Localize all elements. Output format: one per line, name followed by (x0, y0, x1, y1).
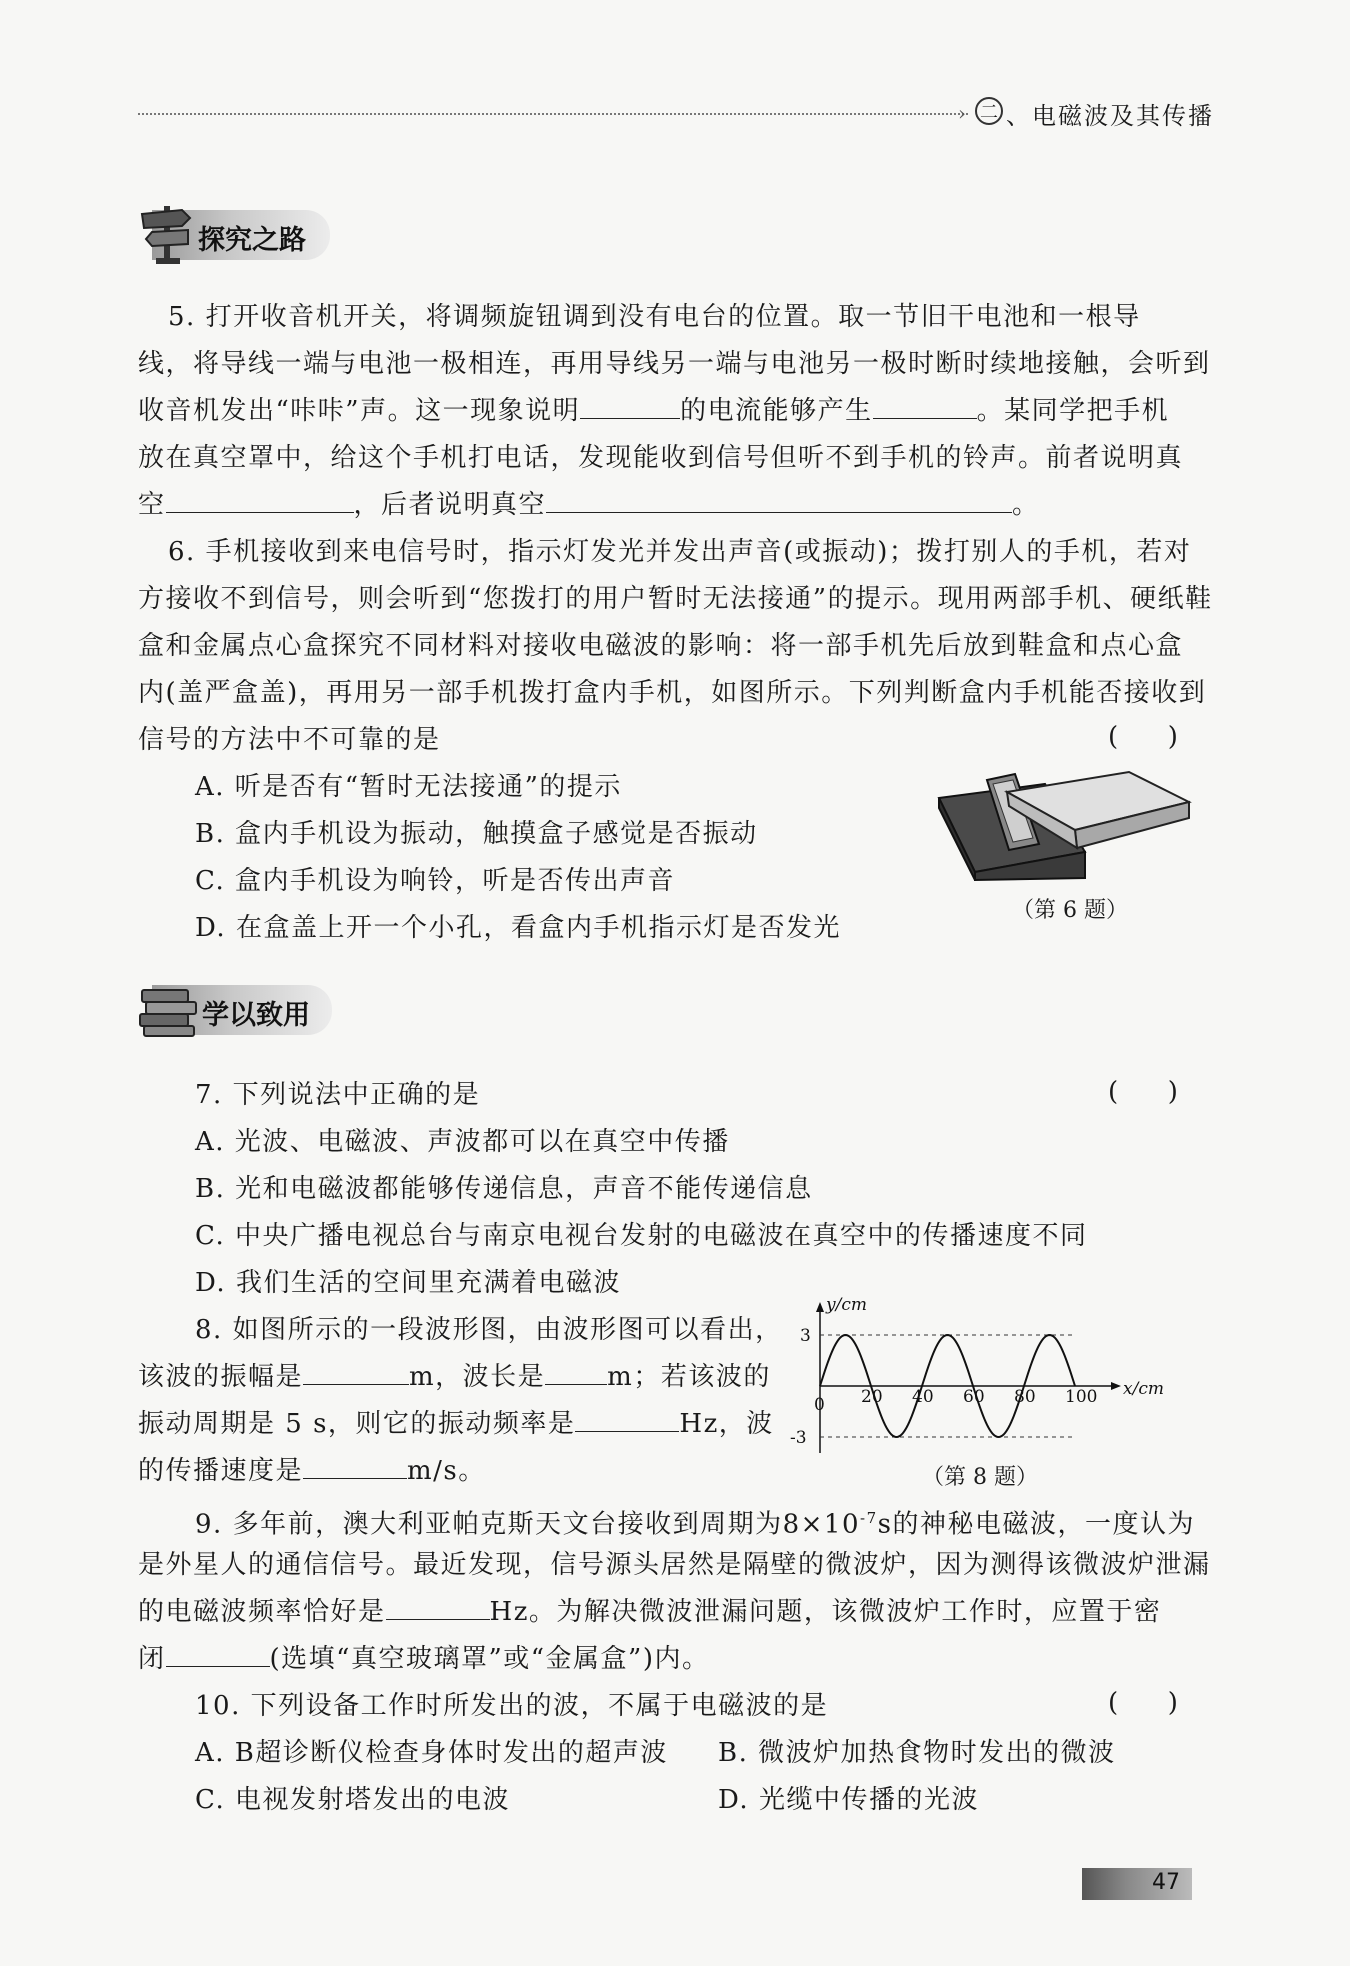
q9-line-4-b: (选填“真空玻璃罩”或“金属盒”)内。 (269, 1644, 710, 1674)
q8-line-4-a: 的传播速度是 (138, 1456, 304, 1486)
q8-line-4 (138, 1453, 486, 1489)
page-number-tab (1082, 1868, 1192, 1900)
q8-line-2 (138, 1359, 771, 1395)
q8-line-2-a: 该波的振幅是 (138, 1362, 304, 1392)
q9-period-exponent: -7 (860, 1509, 878, 1527)
q10-option-c: C. 电视发射塔发出的电波 (195, 1785, 510, 1815)
q8-figure-caption: （第 8 题） (922, 1465, 1038, 1490)
y-axis-label: y/cm (826, 1296, 867, 1315)
q9-line-4-a: 闭 (138, 1644, 166, 1674)
q8-line-3-b: Hz，波 (679, 1409, 774, 1439)
y-tick-label-top: 3 (800, 1326, 811, 1346)
q9-blank-1 (386, 1597, 490, 1620)
q9-line-4 (138, 1641, 709, 1677)
q9-blank-2 (166, 1644, 270, 1667)
box-phone-illustration (935, 760, 1195, 882)
page-number: 47 (1152, 1870, 1180, 1895)
q8-line-2-c: m；若该波的 (607, 1362, 771, 1392)
q5-line-5-b: ，后者说明真空 (353, 490, 547, 520)
q5-line-3-b: 的电流能够产生 (680, 396, 873, 426)
q8-line-2-b: m，波长是 (409, 1362, 546, 1392)
q6-line-1: 6. 手机接收到来电信号时，指示灯发光并发出声音(或振动)；拨打别人的手机，若对 (168, 537, 1192, 567)
q7-option-a: A. 光波、电磁波、声波都可以在真空中传播 (195, 1127, 730, 1157)
section-title-explore: 探究之路 (198, 225, 306, 256)
x-axis-label: x/cm (1123, 1379, 1164, 1399)
section-title-apply: 学以致用 (202, 1000, 310, 1031)
signpost-icon (138, 200, 200, 266)
q8-blank-1 (303, 1362, 409, 1385)
q7-option-d: D. 我们生活的空间里充满着电磁波 (195, 1268, 621, 1298)
q6-answer-parens: ( ) (1108, 722, 1178, 752)
q7-answer-parens: ( ) (1108, 1077, 1178, 1107)
header-rule (138, 113, 968, 115)
x-tick-label-80: 80 (1014, 1387, 1036, 1407)
q9-period-base: 8×10 (782, 1509, 860, 1540)
q9-line-1-a: 9. 多年前，澳大利亚帕克斯天文台接收到周期为 (195, 1509, 783, 1540)
q6-option-a: A. 听是否有“暂时无法接通”的提示 (195, 772, 622, 802)
q6-figure-caption: （第 6 题） (1012, 898, 1128, 923)
q10-answer-parens: ( ) (1108, 1688, 1178, 1718)
q5-line-1: 5. 打开收音机开关，将调频旋钮调到没有电台的位置。取一节旧干电池和一根导 (168, 302, 1141, 332)
arrow-right-icon: › (958, 101, 966, 125)
q5-line-3-c: 。某同学把手机 (976, 396, 1170, 426)
x-axis-arrow (1111, 1382, 1121, 1390)
q8-blank-3 (575, 1409, 679, 1432)
q5-line-5 (138, 487, 1040, 523)
header-title: 、电磁波及其传播 (1006, 102, 1214, 130)
q9-line-3-a: 的电磁波频率恰好是 (138, 1597, 386, 1627)
q5-line-5-a: 空 (138, 490, 166, 520)
q8-blank-4 (303, 1456, 407, 1479)
q8-line-3 (138, 1406, 774, 1442)
q10-stem: 10. 下列设备工作时所发出的波，不属于电磁波的是 (195, 1691, 829, 1721)
x-tick-label-20: 20 (861, 1387, 883, 1407)
y-tick-label-bottom: -3 (790, 1428, 807, 1448)
q5-line-3-a: 收音机发出“咔咔”声。这一现象说明 (138, 396, 581, 426)
q6-line-2: 方接收不到信号，则会听到“您拨打的用户暂时无法接通”的提示。现用两部手机、硬纸鞋 (138, 584, 1213, 614)
q6-option-d: D. 在盒盖上开一个小孔，看盒内手机指示灯是否发光 (195, 913, 841, 943)
q8-blank-2 (545, 1362, 607, 1385)
x-tick-label-100: 100 (1065, 1387, 1098, 1407)
y-axis-arrow (816, 1302, 824, 1312)
q9-line-3-b: Hz。为解决微波泄漏问题，该微波炉工作时，应置于密 (489, 1597, 1162, 1627)
origin-label: 0 (814, 1395, 825, 1415)
q7-option-b: B. 光和电磁波都能够传递信息，声音不能传递信息 (195, 1174, 813, 1204)
chapter-circle-char: 二 (980, 102, 998, 123)
q7-stem: 7. 下列说法中正确的是 (195, 1080, 481, 1110)
q7-option-c: C. 中央广播电视总台与南京电视台发射的电磁波在真空中的传播速度不同 (195, 1221, 1088, 1251)
x-tick-label-40: 40 (912, 1387, 934, 1407)
q6-line-5: 信号的方法中不可靠的是 (138, 725, 441, 755)
q8-line-3-a: 振动周期是 5 s，则它的振动频率是 (138, 1409, 576, 1439)
wave-chart (780, 1296, 1200, 1456)
q9-line-1 (195, 1500, 1195, 1543)
chapter-circle (975, 97, 1003, 125)
q8-line-4-b: m/s。 (407, 1456, 486, 1486)
q5-line-5-c: 。 (1012, 490, 1040, 520)
q5-blank-2 (873, 396, 977, 419)
q5-line-2: 线，将导线一端与电池一极相连，再用导线另一端与电池另一极时断时续地接触，会听到 (138, 349, 1211, 379)
x-tick-label-60: 60 (963, 1387, 985, 1407)
q5-blank-4 (546, 490, 1012, 513)
q9-line-3 (138, 1594, 1161, 1630)
q6-option-c: C. 盒内手机设为响铃，听是否传出声音 (195, 866, 675, 896)
q9-line-1-d: s的神秘电磁波，一度认为 (877, 1509, 1195, 1540)
q9-line-2: 是外星人的通信信号。最近发现，信号源头居然是隔壁的微波炉，因为测得该微波炉泄漏 (138, 1550, 1211, 1580)
q10-option-a: A. B超诊断仪检查身体时发出的超声波 (195, 1738, 668, 1768)
q8-line-1: 8. 如图所示的一段波形图，由波形图可以看出， (195, 1315, 783, 1345)
q10-option-d: D. 光缆中传播的光波 (718, 1785, 979, 1815)
q5-line-4: 放在真空罩中，给这个手机打电话，发现能收到信号但听不到手机的铃声。前者说明真 (138, 443, 1184, 473)
q6-option-b: B. 盒内手机设为振动，触摸盒子感觉是否振动 (195, 819, 758, 849)
q10-option-b: B. 微波炉加热食物时发出的微波 (718, 1738, 1116, 1768)
q5-line-3 (138, 393, 1169, 429)
q6-line-3: 盒和金属点心盒探究不同材料对接收电磁波的影响：将一部手机先后放到鞋盒和点心盒 (138, 631, 1184, 661)
q5-blank-1 (580, 396, 680, 419)
q5-blank-3 (166, 490, 354, 513)
books-icon (136, 980, 200, 1040)
q6-line-4: 内(盖严盒盖)，再用另一部手机拨打盒内手机，如图所示。下列判断盒内手机能否接收到 (138, 678, 1207, 708)
